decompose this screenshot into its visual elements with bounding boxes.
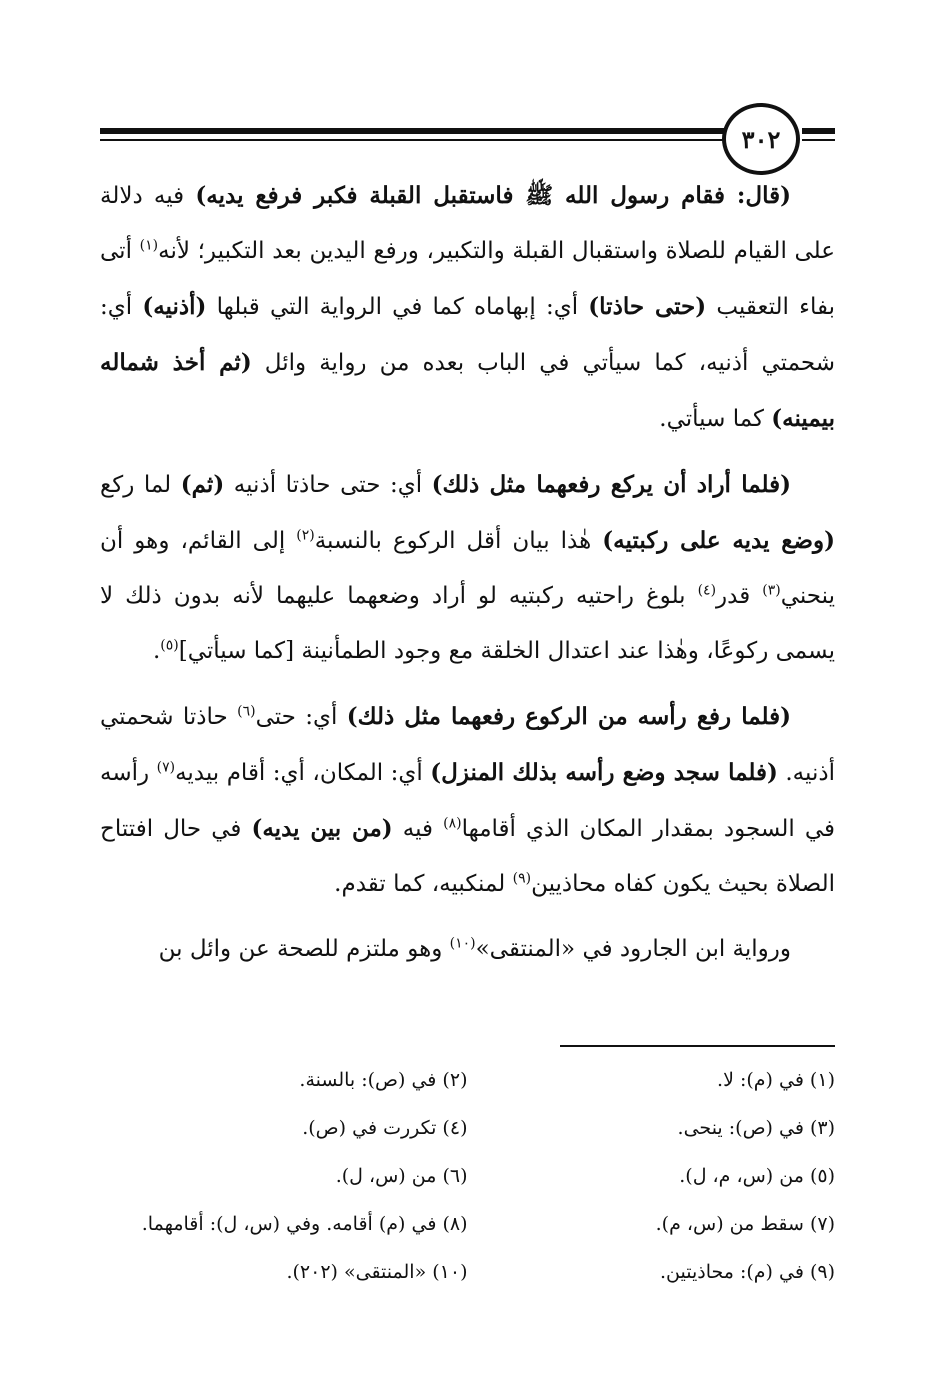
commentary-text: لما ركع <box>100 472 181 498</box>
page-number: ٣٠٢ <box>722 103 800 175</box>
footnote-marker: (٥) <box>160 637 179 654</box>
hadith-quote: (قال: فقام رسول الله ﷺ فاستقبل القبلة فكبر فرفع يديه) <box>195 182 791 209</box>
footnote-row <box>100 1104 835 1152</box>
footnote-separator <box>560 1045 835 1047</box>
commentary-text: وهو ملتزم للصحة عن وائل بن <box>158 936 450 962</box>
footnote-row <box>100 1248 835 1296</box>
footnote: (٤) تكررت في (ص). <box>302 1117 468 1139</box>
footnote-row <box>100 1152 835 1200</box>
commentary-text: أي: حتى حاذتا أذنيه <box>224 472 432 498</box>
header-rule-thick-right <box>802 128 835 134</box>
header-rule-thin-right <box>802 139 835 141</box>
hadith-quote: (فلما أراد أن يركع رفعهما مثل ذلك) <box>431 471 791 498</box>
hadith-quote: (ثم) <box>180 471 225 498</box>
paragraph <box>100 922 835 977</box>
footnote-marker: (٧) <box>156 759 176 776</box>
footnote-marker: (٢) <box>296 527 315 544</box>
footnote: (١٠) «المنتقى» (٢٠٢). <box>286 1261 468 1283</box>
commentary-text: لمنكبيه، كما تقدم. <box>334 871 513 897</box>
hadith-quote: (حتى حاذتا) <box>588 293 707 320</box>
footnotes <box>100 1056 835 1296</box>
commentary-text: كما سيأتي. <box>659 406 772 432</box>
footnote-marker: (٦) <box>237 703 256 720</box>
hadith-quote: (أذنيه) <box>142 293 207 320</box>
commentary-text: فيه <box>392 816 444 842</box>
commentary-text: بلوغ راحتيه ركبتيه لو أراد وضعهما عليهما لأنه بدون ذلك لا يسمى ركوعًا، وهٰذا عند اعتدال الخلقة مع وجود الطمأنينة [كما سيأتي] <box>100 583 835 664</box>
footnote-marker: (١٠) <box>449 935 476 952</box>
footnote-marker: (٨) <box>443 815 462 832</box>
hadith-quote: (وضع يديه على ركبتيه) <box>602 527 836 554</box>
commentary-text: إلى القائم، وهو أن ينحني <box>100 528 835 609</box>
paragraph <box>100 168 835 447</box>
commentary-text: أي: شحمتي أذنيه، كما سيأتي في الباب بعده من رواية وائل <box>100 294 836 376</box>
footnote: (٦) من (س، ل). <box>335 1165 468 1187</box>
footnote: (١) في (م): لا. <box>717 1069 835 1091</box>
commentary-text: أي: حتى <box>255 704 347 730</box>
footnote-row <box>100 1200 835 1248</box>
footnote-marker: (٤) <box>697 582 717 599</box>
hadith-quote: (فلما سجد وضع رأسه بذلك المنزل) <box>430 759 778 786</box>
footnote-marker: (١) <box>139 237 159 254</box>
hadith-quote: (فلما رفع رأسه من الركوع رفعهما مثل ذلك) <box>346 703 791 730</box>
footnote: (٥) من (س، م، ل). <box>679 1165 835 1187</box>
hadith-quote: (ثم أخذ شماله بيمينه) <box>100 349 835 432</box>
footnote-marker: (٣) <box>762 582 781 599</box>
commentary-text: هٰذا بيان أقل الركوع بالنسبة <box>314 528 603 554</box>
commentary-text: قدر <box>716 583 763 609</box>
header-rule-thick <box>100 128 728 134</box>
commentary-text: أي: إبهاماه كما في الرواية التي قبلها <box>206 294 589 320</box>
commentary-text: أي: المكان، أي: أقام بيديه <box>175 760 431 786</box>
commentary-text: رأسه في السجود بمقدار المكان الذي أقامها <box>100 760 836 842</box>
footnote: (٨) في (م) أقامه. وفي (س، ل): أقامهما. <box>141 1213 468 1235</box>
hadith-quote: (من بين يديه) <box>251 815 393 842</box>
footnote: (٧) سقط من (س، م). <box>655 1213 835 1235</box>
commentary-text: حاذتا شحمتي أذنيه. <box>100 704 835 786</box>
paragraph <box>100 457 835 679</box>
footnote: (٢) في (ص): بالسنة. <box>299 1069 468 1091</box>
footnote-row <box>100 1056 835 1104</box>
main-text <box>100 168 835 987</box>
commentary-text: . <box>152 638 161 664</box>
commentary-text: في حال افتتاح الصلاة بحيث يكون كفاه محاذيين <box>100 816 835 897</box>
footnote: (٣) في (ص): ينحى. <box>677 1117 835 1139</box>
paragraph <box>100 689 835 912</box>
header-rule-thin <box>100 139 728 141</box>
commentary-text: ورواية ابن الجارود في «المنتقى» <box>475 936 791 962</box>
commentary-text: فيه دلالة على القيام للصلاة واستقبال القبلة والتكبير، ورفع اليدين بعد التكبير؛ لأنه <box>100 183 836 264</box>
footnote-marker: (٩) <box>512 870 532 887</box>
commentary-text: أتى بفاء التعقيب <box>100 238 835 320</box>
footnote: (٩) في (م): محاذيتين. <box>659 1261 835 1283</box>
